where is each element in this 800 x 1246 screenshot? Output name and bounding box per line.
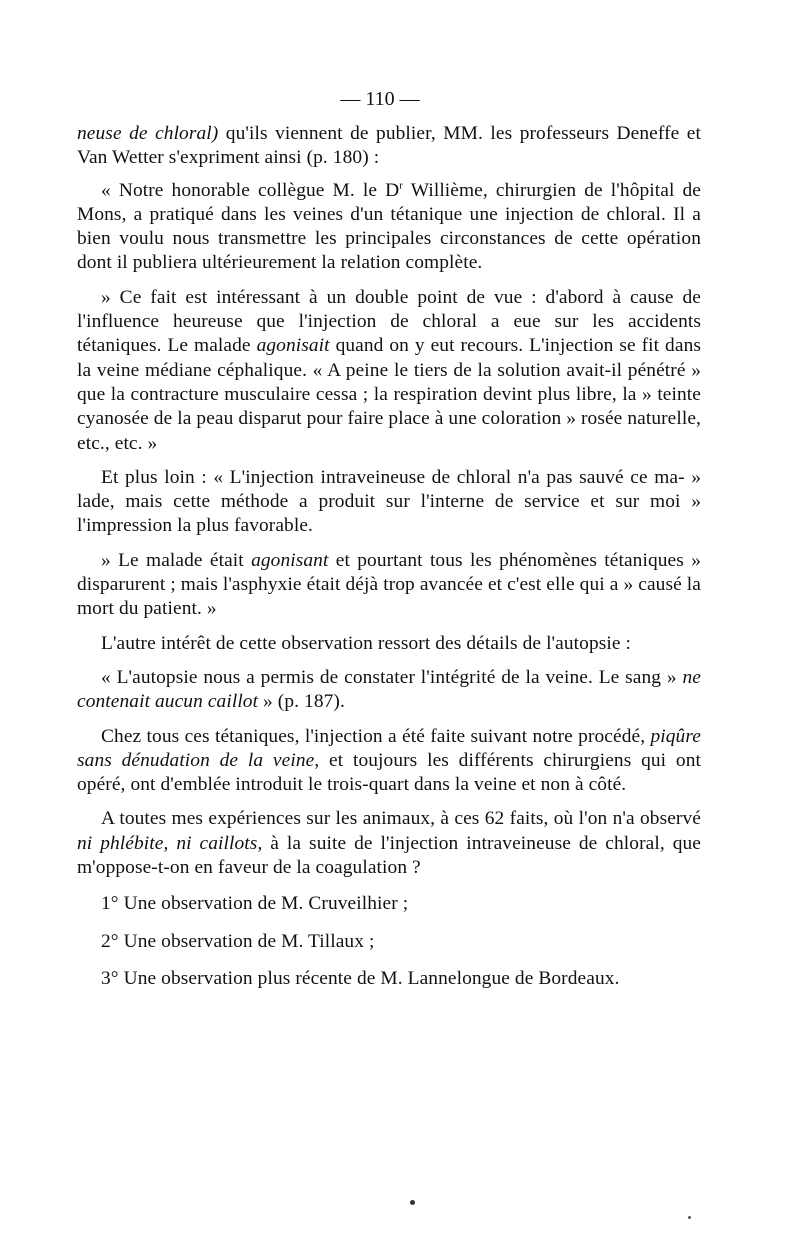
text-run: « Notre honorable collègue M. le D [101, 179, 400, 201]
paragraph [77, 666, 701, 715]
paragraph [77, 179, 701, 276]
list-item: 3° Une observation plus récente de M. Lannelongue de Bordeaux. [101, 967, 620, 989]
text-run: agonisant [251, 549, 329, 571]
text-run: agonisait [256, 335, 330, 357]
paragraph [77, 725, 701, 798]
text-run: Chez tous ces tétaniques, l'injection a été faite suivant notre procédé, [101, 725, 651, 747]
ink-speck-icon [688, 1216, 691, 1219]
page-number: — 110 — [340, 88, 420, 110]
text-run: L'autre intérêt de cette observation ressort des détails de l'autopsie : [101, 632, 632, 654]
text-run: piqûre sans dénudation de la veine [77, 725, 701, 771]
list-item: 1° Une observation de M. Cruveilhier ; [101, 893, 409, 915]
ink-speck-icon [410, 1200, 415, 1205]
body-text [77, 122, 701, 991]
paragraph [77, 549, 701, 622]
paragraph [77, 807, 701, 880]
superscript: r [399, 179, 404, 192]
text-run: , et toujours les différents chirurgiens qui ont opéré, ont d'emblée introduit le trois-quart dans la veine et non à côté. [77, 749, 702, 796]
text-run: , à la suite de l'injection intraveineuse de chloral, que m'oppose-t-on en faveur de la coagulation ? [77, 832, 701, 879]
paragraph [77, 632, 701, 656]
text-run: » Le malade était [101, 549, 252, 571]
list-item: 2° Une observation de M. Tillaux ; [101, 930, 375, 952]
text-run: Willième, chirurgien de l'hôpital de Mons, a pratiqué dans les veines d'un tétanique une injection de chloral. Il a bien voulu nous transmettre les principales circonstances de cette opération dont il publiera ultérieurement la relation complète. [77, 179, 701, 274]
text-run: » (p. 187). [258, 691, 345, 713]
text-run: qu'ils viennent de publier, MM. les professeurs Deneffe et Van Wetter s'expriment ainsi (p. 180) : [77, 123, 701, 169]
text-run: A toutes mes expériences sur les animaux, à ces 62 faits, où l'on n'a observé [101, 808, 701, 830]
text-run: Et plus loin : « L'injection intraveineuse de chloral n'a pas sauvé ce ma- » lade, mais cette méthode a produit sur l'interne de service et sur moi » l'impression la plus favorable. [77, 466, 701, 537]
text-run: » Ce fait est intéressant à un double point de vue : d'abord à cause de l'influence heureuse que l'injection de chloral a eue sur les accidents tétaniques. Le malade [77, 286, 701, 357]
text-run: ne contenait aucun caillot [77, 666, 701, 713]
text-run: neuse de chloral) [77, 123, 219, 144]
paragraph [77, 286, 701, 456]
paragraph [77, 466, 701, 539]
text-run: et pourtant tous les phénomènes tétaniques » disparurent ; mais l'asphyxie était déjà trop avancée et c'est elle qui a » causé la mort du patient. » [77, 549, 701, 620]
text-run: ni phlébite, ni caillots [77, 832, 258, 854]
text-run: quand on y eut recours. L'injection se fit dans la veine médiane céphalique. « A peine le tiers de la solution avait-il pénétré » que la contracture musculaire cessa ; la respiration devint plus libre, la » teinte cyanosée de la peau disparut pour faire place à une coloration » rosée naturelle, etc., etc. » [77, 335, 702, 454]
text-run: « L'autopsie nous a permis de constater l'intégrité de la veine. Le sang » [101, 666, 683, 688]
paragraph [77, 122, 701, 171]
